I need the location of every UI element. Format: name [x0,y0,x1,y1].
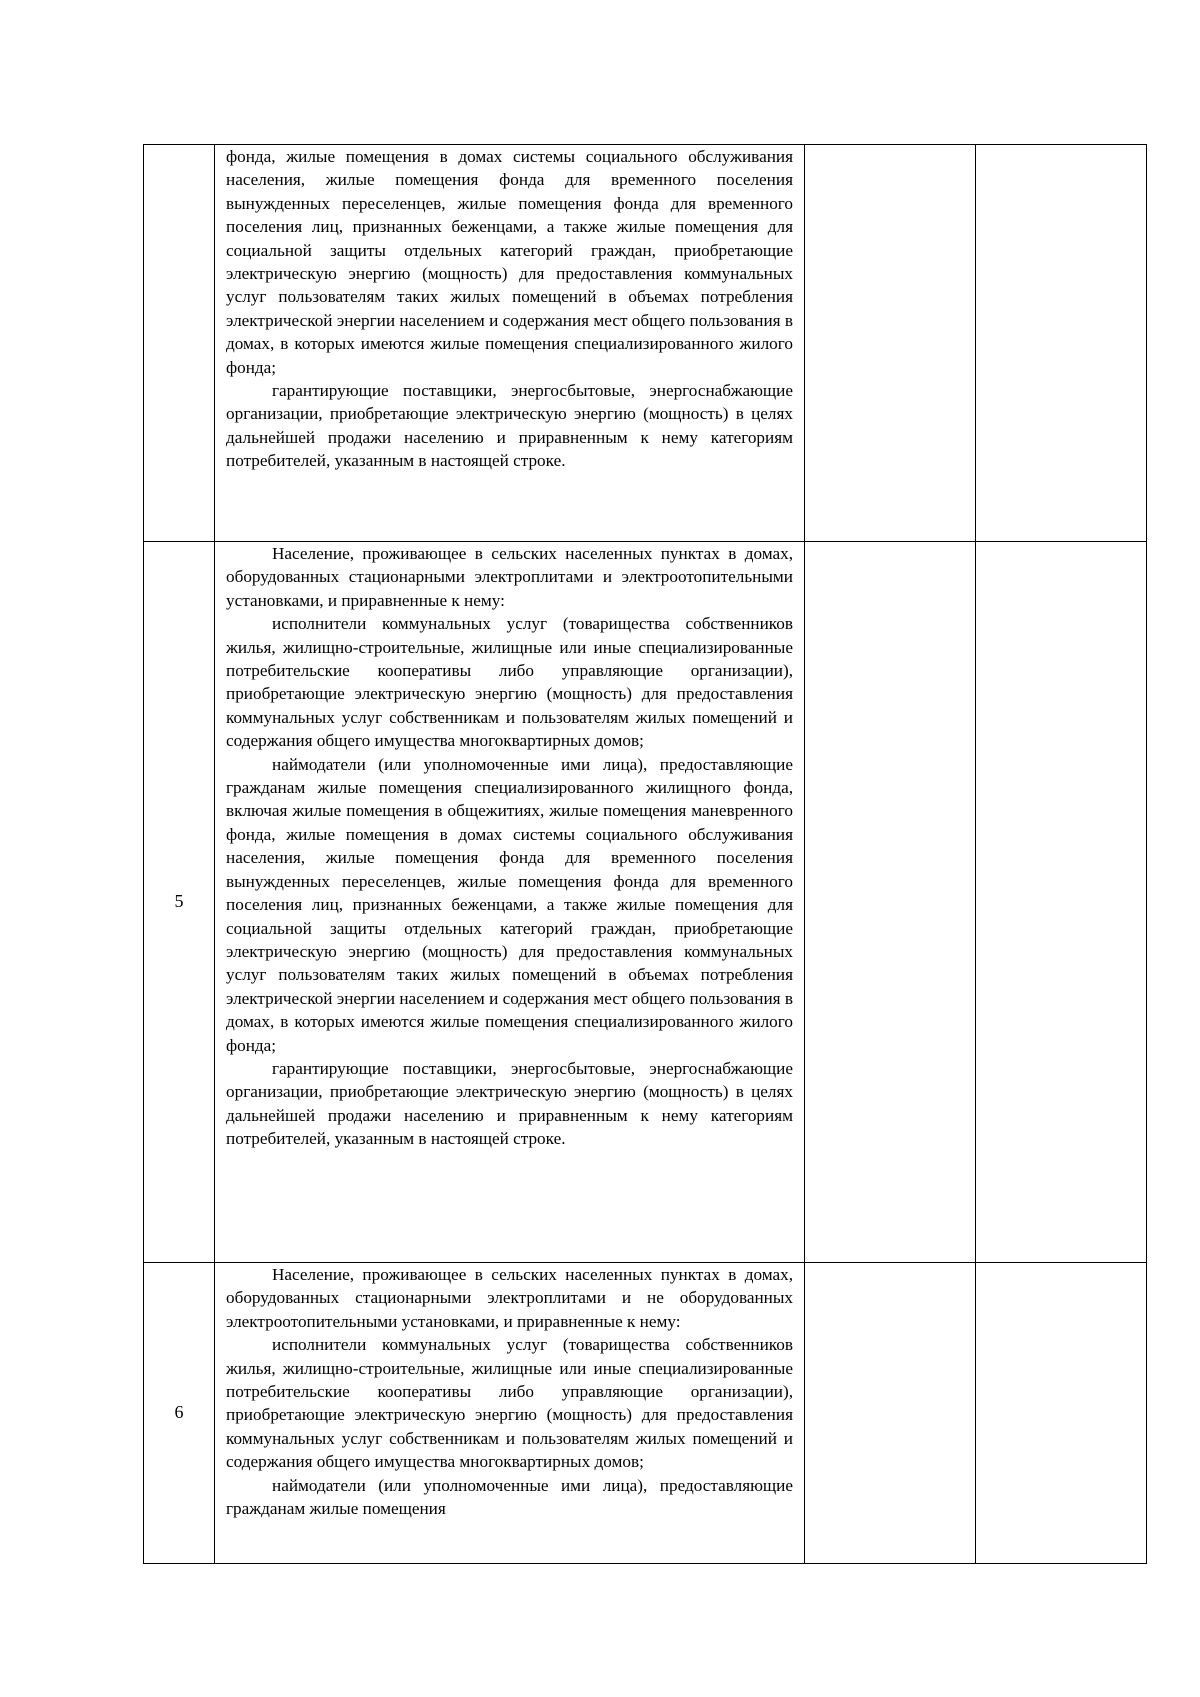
row-number-cell: 5 [144,542,215,1263]
tariff-table [143,144,1147,1564]
consumer-category-cell [215,542,805,1263]
category-paragraph: гарантирующие поставщики, энергосбытовые, энергоснабжающие организации, приобретающие электрическую энергию (мощность) в целях дальнейшей продажи населению и приравненным к нему категориям потребителей, указанным в настоящей строке. [226,381,793,471]
category-paragraph: гарантирующие поставщики, энергосбытовые, энергоснабжающие организации, приобретающие электрическую энергию (мощность) в целях дальнейшей продажи населению и приравненным к нему категориям потребителей, указанным в настоящей строке. [226,1058,793,1149]
empty-value-cell [976,1263,1147,1564]
category-paragraph: Население, проживающее в сельских населенных пунктах в домах, оборудованных стационарными электроплитами и электроотопительными установками, и приравненные к нему: [226,544,793,610]
table-row [144,145,1147,542]
empty-value-cell [976,145,1147,542]
empty-value-cell [976,542,1147,1263]
category-paragraph: фонда, жилые помещения в домах системы социального обслуживания населения, жилые помещения фонда для временного поселения вынужденных переселенцев, жилые помещения фонда для временного поселения лиц, признанных беженцами, а также жилые помещения для социальной защиты отдельных категорий граждан, приобретающие электрическую энергию (мощность) для предоставления коммунальных услуг пользователям таких жилых помещений в объемах потребления электрической энергии населением и содержания мест общего пользования в домах, в которых имеются жилые помещения специализированного жилого фонда; [226,147,793,377]
table-row [144,1263,1147,1564]
empty-value-cell [805,542,976,1263]
category-paragraph: исполнители коммунальных услуг (товарищества собственников жилья, жилищно-строительные, жилищные или иные специализированные потребительские кооперативы либо управляющие организации), приобретающие электрическую энергию (мощность) для предоставления коммунальных услуг собственникам и пользователям жилых помещений и содержания общего имущества многоквартирных домов; [226,1335,793,1472]
consumer-category-cell [215,145,805,542]
row-number-cell [144,145,215,542]
empty-value-cell [805,1263,976,1564]
category-paragraph: наймодатели (или уполномоченные ими лица), предоставляющие гражданам жилые помещения специализированного жилищного фонда, включая жилые помещения в общежитиях, жилые помещения маневренного фонда, жилые помещения в домах системы социального обслуживания населения, жилые помещения фонда для временного поселения вынужденных переселенцев, жилые помещения фонда для временного поселения лиц, признанных беженцами, а также жилые помещения для социальной защиты отдельных категорий граждан, приобретающие электрическую энергию (мощность) для предоставления коммунальных услуг пользователям таких жилых помещений в объемах потребления электрической энергии населением и содержания мест общего пользования в домах, в которых имеются жилые помещения специализированного жилого фонда; [226,754,793,1055]
row-number-cell: 6 [144,1263,215,1564]
category-paragraph: исполнители коммунальных услуг (товарищества собственников жилья, жилищно-строительные, жилищные или иные специализированные потребительские кооперативы либо управляющие организации), приобретающие электрическую энергию (мощность) для предоставления коммунальных услуг собственникам и пользователям жилых помещений и содержания общего имущества многоквартирных домов; [226,614,793,751]
consumer-category-cell [215,1263,805,1564]
category-paragraph: наймодатели (или уполномоченные ими лица), предоставляющие гражданам жилые помещения [226,1475,793,1519]
empty-value-cell [805,145,976,542]
category-paragraph: Население, проживающее в сельских населенных пунктах в домах, оборудованных стационарными электроплитами и не оборудованных электроотопительными установками, и приравненные к нему: [226,1265,793,1331]
table-row [144,542,1147,1263]
